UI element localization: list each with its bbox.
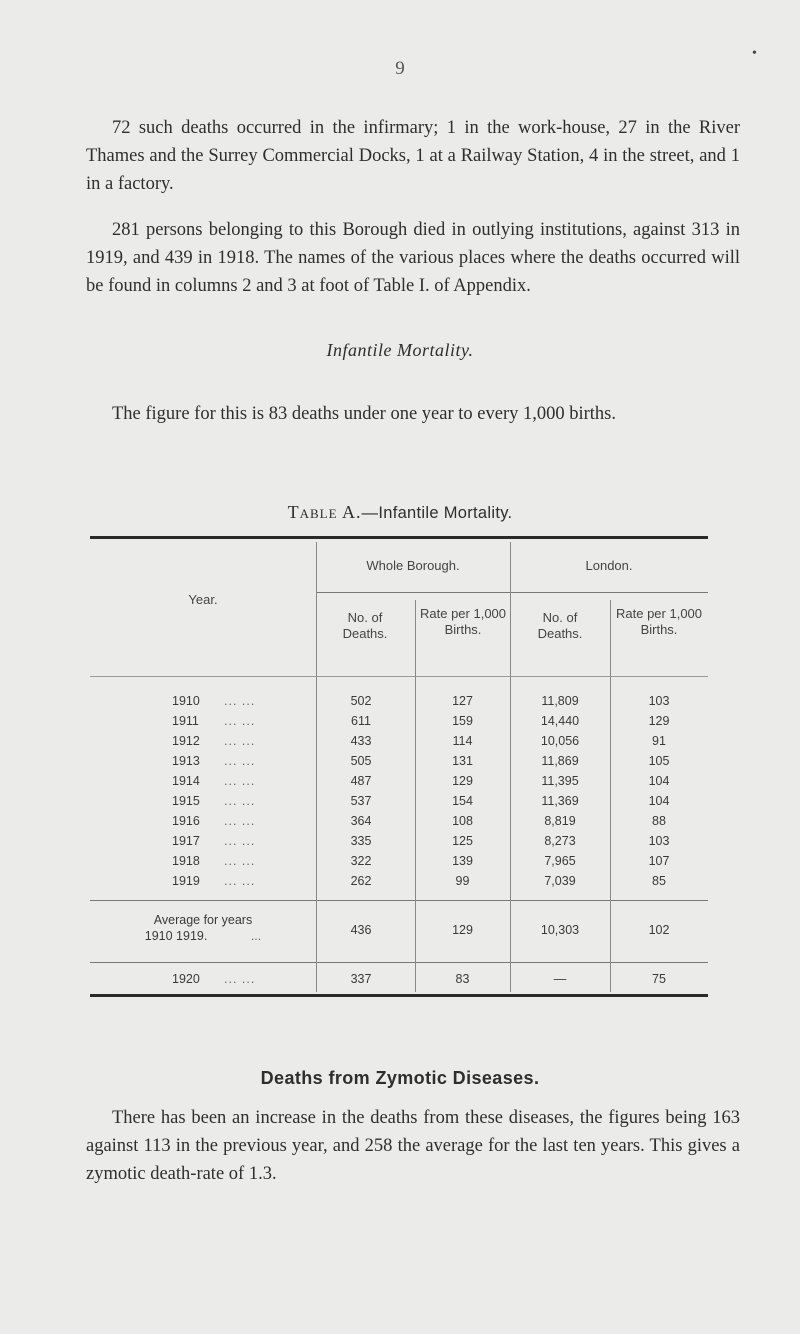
rows-bottom-rule [90,900,708,901]
borough-deaths-cell: 611 [351,714,371,728]
london-deaths-cell: — [553,972,567,986]
year-cell: 1914 ... ... [172,774,256,788]
section-heading-zymotic: Deaths from Zymotic Diseases. [260,1068,540,1088]
london-deaths-cell: 11,869 [541,754,579,768]
borough-rate-cell: 114 [452,734,473,748]
london-rate-cell: 104 [648,774,670,788]
london-rate-cell: 85 [652,874,666,888]
header-bottom-rule [90,676,708,677]
london-rate-cell: 88 [652,814,666,828]
borough-rate-cell: 127 [452,694,473,708]
borough-deaths-cell: 433 [350,734,372,748]
borough-deaths-cell: 537 [350,794,372,808]
average-borough-deaths: 436 [350,923,372,937]
header-london: London. [585,558,633,573]
average-borough-rate: 129 [452,923,473,937]
table-label: Table A. [287,502,362,522]
average-london-deaths: 10,303 [540,923,580,937]
header-borough-deaths: No. of Deaths. [342,610,388,641]
london-deaths-cell: 11,369 [541,794,579,808]
borough-group-rule [316,592,510,593]
table-top-rule [90,536,708,539]
london-rate-cell: 91 [652,734,666,748]
corner-mark: • [752,46,757,61]
borough-rate-cell: 139 [452,854,473,868]
borough-rate-cell: 108 [452,814,473,828]
borough-rate-cell: 131 [452,754,473,768]
borough-rate-cell: 154 [452,794,473,808]
borough-rate-cell: 159 [452,714,473,728]
borough-rate-cell: 83 [455,972,470,986]
borough-deaths-cell: 262 [350,874,372,888]
year-cell: 1917 ... ... [172,834,256,848]
london-deaths-cell: 14,440 [540,714,580,728]
table-subtitle: —Infantile Mortality. [361,504,513,522]
year-cell: 1915 ... ... [172,794,256,808]
london-rate-cell: 104 [648,794,670,808]
infantile-mortality-table [90,536,708,998]
london-group-rule [510,592,708,593]
paragraph-outlying-institutions: 281 persons belonging to this Borough died in outlying institutions, against 313 in 1919, and 439 in 1918. The names of the various places where the deaths occurred will be found in columns 2 and 3 at foot of Table I. of Appendix. [86,220,740,296]
borough-deaths-cell: 322 [350,854,372,868]
average-label: Average for years 1910 1919. ... [144,913,262,943]
borough-deaths-cell: 335 [350,834,372,848]
london-rate-cell: 75 [652,972,666,986]
header-borough-rate: Rate per 1,000 Births. [420,606,507,637]
london-deaths-cell: 8,273 [544,834,576,848]
london-deaths-cell: 11,395 [541,774,579,788]
borough-deaths-cell: 502 [350,694,372,708]
borough-rate-cell: 129 [452,774,473,788]
year-cell: 1919 ... ... [172,874,256,888]
year-cell: 1920 ... ... [172,972,256,986]
header-london-deaths: No. of Deaths. [537,610,583,641]
borough-deaths-cell: 487 [350,774,372,788]
year-cell: 1910 ... ... [172,694,256,708]
london-deaths-cell: 7,965 [544,854,576,868]
header-year: Year. [188,592,218,607]
year-cell: 1918 ... ... [172,854,256,868]
table-bottom-rule [90,994,708,997]
london-deaths-cell: 10,056 [540,734,580,748]
page-number: 9 [395,58,405,79]
london-deaths-cell: 11,809 [541,694,579,708]
london-rate-cell: 107 [648,854,670,868]
table-title [0,502,800,523]
borough-deaths-cell: 505 [350,754,372,768]
year-cell: 1913 ... ... [172,754,256,768]
paragraph-zymotic: There has been an increase in the deaths from these diseases, the figures being 163 against 113 in the previous year, and 258 the average for the last ten years. This gives a zymotic death-rate of 1.3. [86,1108,740,1184]
london-rate-cell: 105 [648,754,670,768]
london-deaths-cell: 8,819 [544,814,576,828]
london-rate-cell: 103 [648,834,670,848]
borough-deaths-cell: 364 [350,814,372,828]
average-bottom-rule [90,962,708,963]
year-cell: 1911 ... ... [172,714,256,728]
paragraph-infantile-figure: The figure for this is 83 deaths under one year to every 1,000 births. [112,404,616,424]
london-rate-cell: 103 [648,694,670,708]
borough-rate-cell: 125 [452,834,473,848]
header-london-rate: Rate per 1,000 Births. [616,606,703,637]
borough-deaths-cell: 337 [350,972,372,986]
header-whole-borough: Whole Borough. [366,558,460,573]
paragraph-deaths-locations: 72 such deaths occurred in the infirmary; 1 in the work-house, 27 in the River Thames and the Surrey Commercial Docks, 1 at a Railway Station, 4 in the street, and 1 in a factory. [86,118,740,194]
borough-rate-cell: 99 [455,874,470,888]
year-cell: 1916 ... ... [172,814,256,828]
section-heading-infantile-mortality: Infantile Mortality. [326,340,474,360]
london-deaths-cell: 7,039 [544,874,576,888]
average-london-rate: 102 [648,923,670,937]
year-cell: 1912 ... ... [172,734,256,748]
london-rate-cell: 129 [648,714,670,728]
